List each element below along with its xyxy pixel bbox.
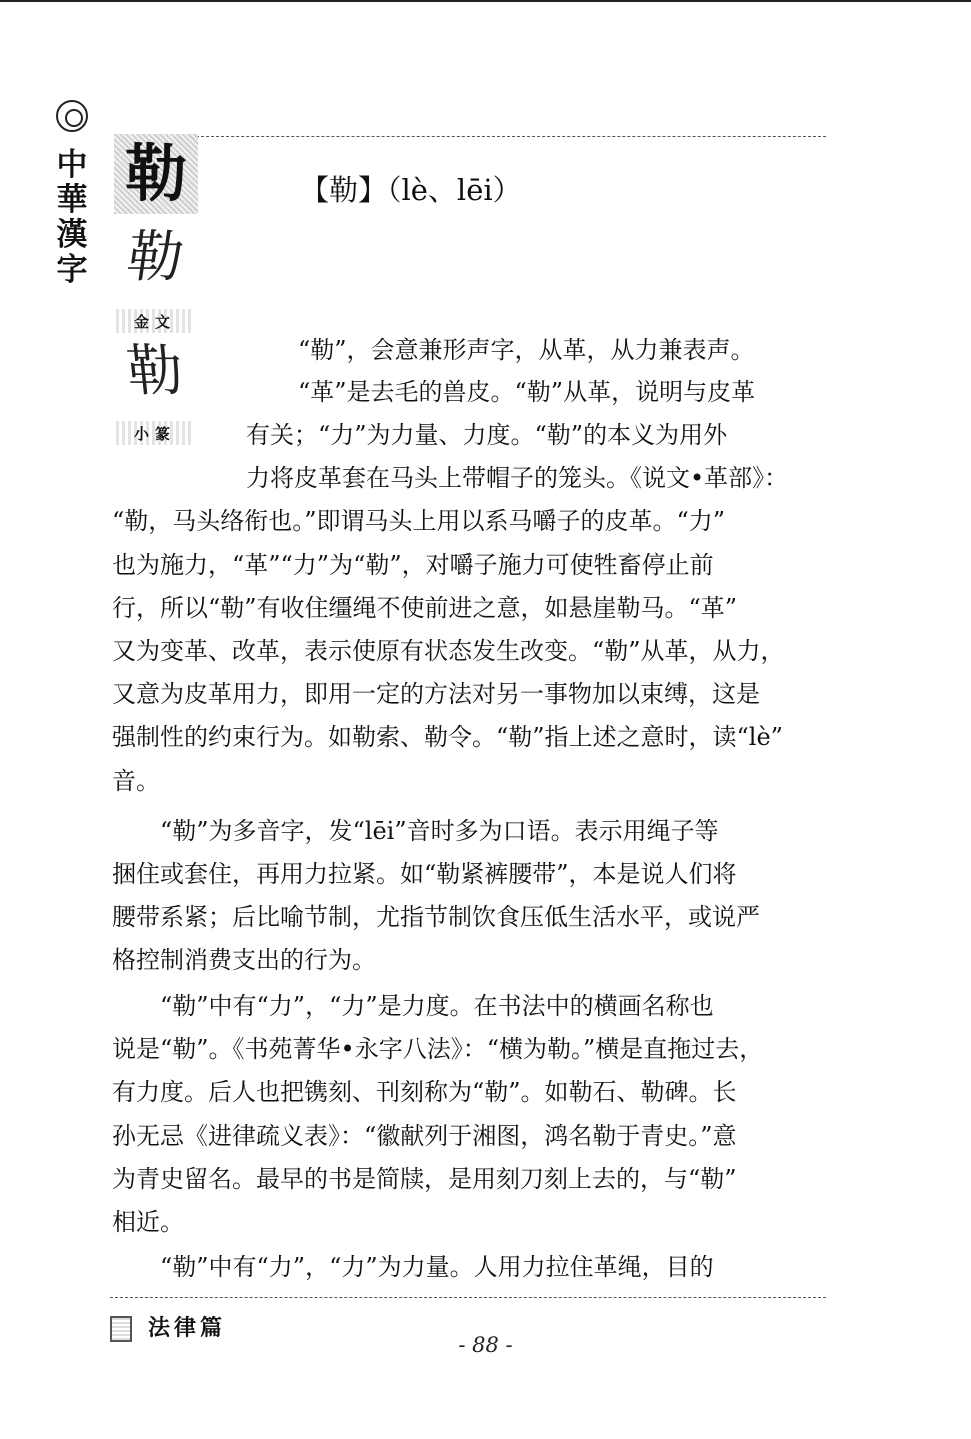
series-title-char: 漢	[56, 217, 88, 253]
main-character-box	[114, 134, 198, 214]
top-border-line	[0, 0, 971, 2]
bronze-script-label: 金文	[116, 309, 194, 333]
series-title-char: 華	[56, 182, 88, 218]
body-line: 行，所以“勒”有收住缰绳不使前进之意，如悬崖勒马。“革”	[112, 594, 738, 622]
bronze-script-glyph: 勒	[122, 225, 188, 290]
body-line: 说是“勒”。《书苑菁华•永字八法》：“横为勒。”横是直拖过去，	[112, 1035, 764, 1063]
body-line: 为青史留名。最早的书是简牍，是用刻刀刻上去的，与“勒”	[112, 1165, 737, 1193]
body-line: 有力度。后人也把镌刻、刊刻称为“勒”。如勒石、勒碑。长	[112, 1078, 737, 1106]
bottom-dashed-divider	[110, 1297, 826, 1298]
series-title-char: 中	[56, 147, 88, 183]
series-title-char: 字	[56, 252, 88, 288]
top-dashed-divider	[196, 136, 826, 137]
body-line: 相近。	[112, 1208, 184, 1236]
body-line: 也为施力，“革”“力”为“勒”，对嚼子施力可使牲畜停止前	[112, 551, 714, 579]
body-line: “勒”中有“力”，“力”为力量。人用力拉住革绳，目的	[160, 1253, 714, 1281]
body-line: 腰带系紧；后比喻节制，尤指节制饮食压低生活水平，或说严	[112, 903, 760, 931]
body-line: 捆住或套住，再用力拉紧。如“勒紧裤腰带”，本是说人们将	[112, 860, 737, 888]
seal-script-glyph: 勒	[123, 339, 187, 404]
page-number: - 88 -	[458, 1333, 513, 1357]
body-line: “革”是去毛的兽皮。“勒”从革，说明与皮革	[298, 378, 756, 406]
body-line: 又为变革、改革，表示使原有状态发生改变。“勒”从革，从力，	[112, 637, 785, 665]
body-line: 格控制消费支出的行为。	[112, 946, 376, 974]
series-title-vertical	[52, 148, 92, 288]
body-line: “勒”中有“力”，“力”是力度。在书法中的横画名称也	[160, 992, 714, 1020]
chapter-title: 法律篇	[148, 1316, 227, 1341]
body-line: “勒”，会意兼形声字，从革，从力兼表声。	[298, 336, 755, 364]
body-line: 音。	[112, 767, 160, 795]
seal-script-label: 小篆	[116, 421, 194, 445]
entry-headword: 【勒】（lè、lēi）	[300, 173, 522, 207]
coin-emblem-icon	[56, 100, 88, 132]
main-character: 勒	[124, 137, 187, 210]
body-line: 强制性的约束行为。如勒索、勒令。“勒”指上述之意时，读“lè”	[112, 723, 783, 751]
body-line: 有关；“力”为力量、力度。“勒”的本义为用外	[246, 421, 728, 449]
body-line: 力将皮革套在马头上带帽子的笼头。《说文•革部》：	[246, 464, 789, 492]
body-line: “勒，马头络衔也。”即谓马头上用以系马嚼子的皮革。“力”	[112, 507, 726, 535]
body-line: “勒”为多音字，发“lēi”音时多为口语。表示用绳子等	[160, 817, 719, 845]
body-line: 孙无忌《进律疏义表》：“徽献列于湘图，鸿名勒于青史。”意	[112, 1122, 737, 1150]
body-line: 又意为皮革用力，即用一定的方法对另一事物加以束缚，这是	[112, 680, 760, 708]
